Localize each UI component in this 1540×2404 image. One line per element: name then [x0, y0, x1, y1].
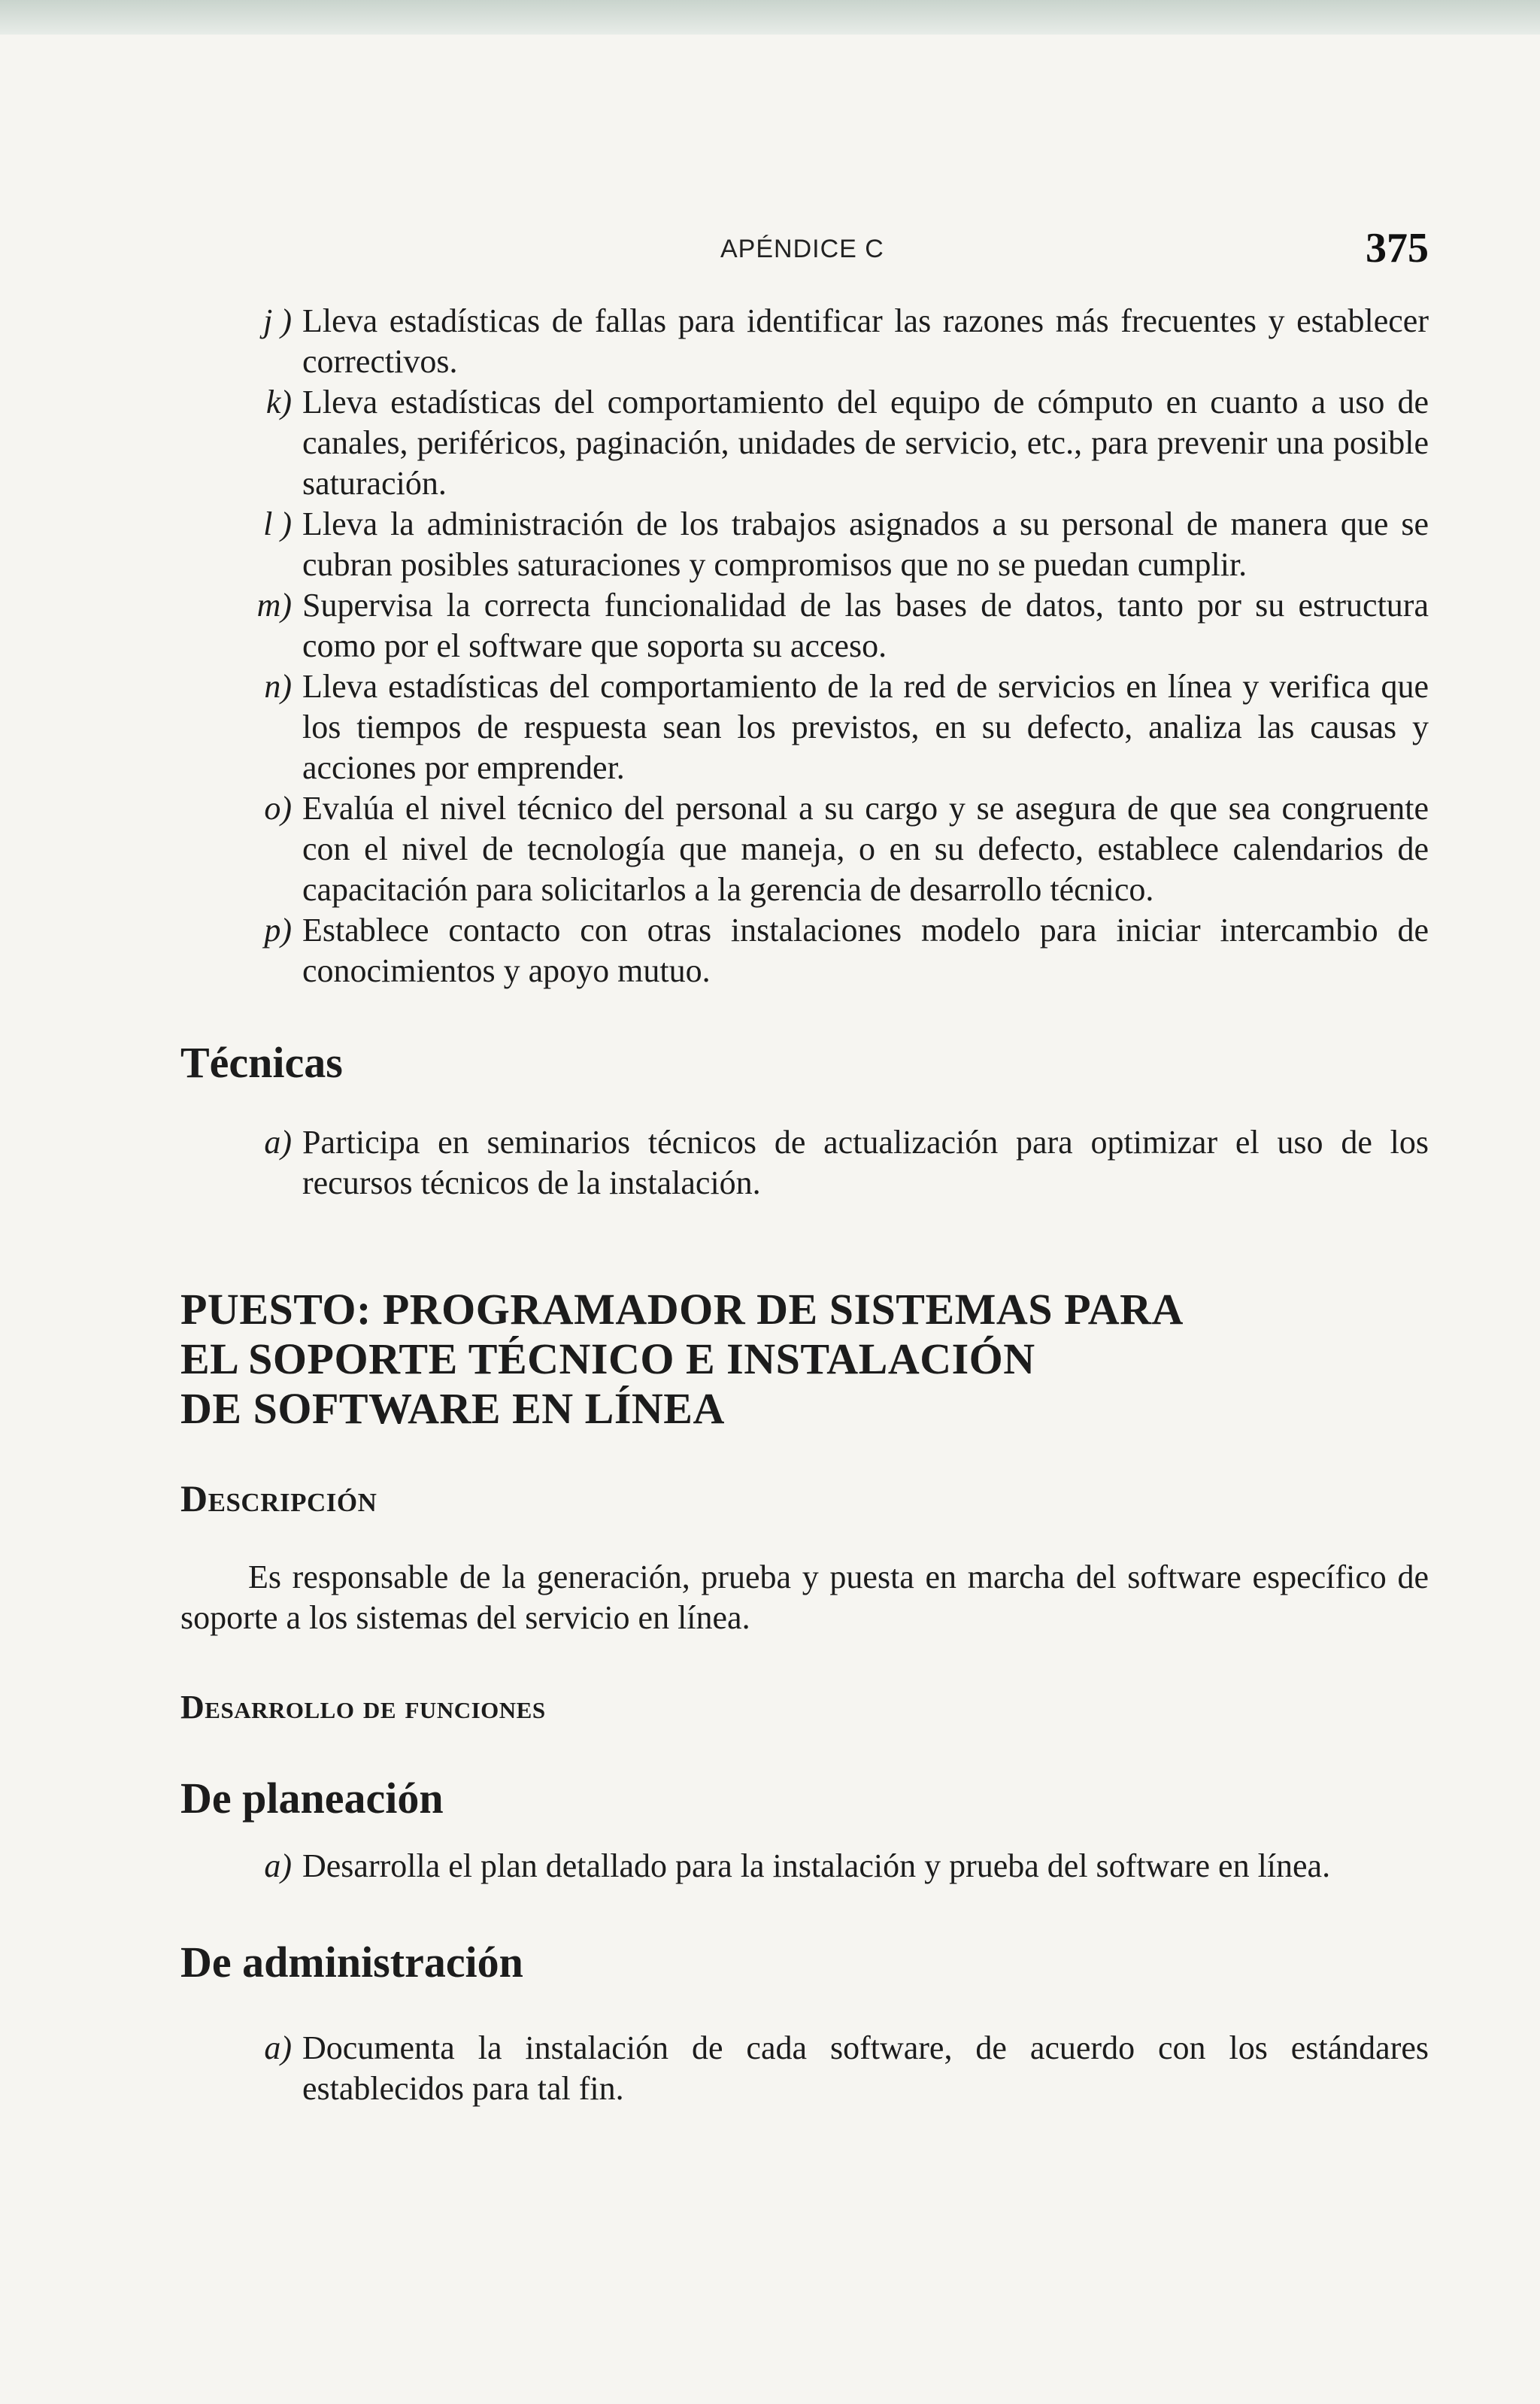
- list-letter: p): [264, 912, 292, 949]
- list-letter: m): [256, 587, 292, 624]
- list-text: Documenta la instalación de cada software, de acuerdo con los estándares establecidos para tal fin.: [302, 2029, 1429, 2107]
- descripcion-paragraph: Es responsable de la generación, prueba y puesta en marcha del software específico de soporte a los sistemas del servicio en línea.: [180, 1559, 1429, 1636]
- list-item: [180, 2028, 1429, 2109]
- desarrollo-heading: Desarrollo de funciones: [180, 1689, 546, 1726]
- list-text: Establece contacto con otras instalaciones modelo para iniciar intercambio de conocimientos y apoyo mutuo.: [302, 912, 1429, 989]
- list-item: [180, 1122, 1429, 1204]
- page-body: [180, 301, 1429, 2109]
- list-letter: a): [264, 2029, 292, 2066]
- page-number: 375: [1366, 225, 1429, 272]
- section-heading-administracion: De administración: [180, 1938, 523, 1987]
- list-letter: j ): [263, 302, 292, 339]
- list-text: Lleva la administración de los trabajos asignados a su personal de manera que se cubran posibles saturaciones y compromisos que no se puedan cumplir.: [302, 505, 1429, 583]
- running-head-title: APÉNDICE C: [720, 235, 884, 263]
- list-letter: l ): [263, 505, 292, 542]
- list-letter: n): [264, 668, 292, 705]
- list-item: [180, 1846, 1429, 1886]
- list-text: Evalúa el nivel técnico del personal a su cargo y se asegura de que sea congruente con el nivel de tecnología que maneja, o en su defecto, establece calendarios de capacitación para solicitarlos a la gerencia de desarrollo técnico.: [302, 790, 1429, 908]
- running-head: [180, 224, 1429, 277]
- job-title-line: PUESTO: PROGRAMADOR DE SISTEMAS PARA: [180, 1285, 1184, 1334]
- list-letter: o): [264, 790, 292, 827]
- list-item: [180, 585, 1429, 666]
- continued-list: [180, 301, 1429, 991]
- list-letter: a): [264, 1847, 292, 1884]
- list-text: Lleva estadísticas del comportamiento de la red de servicios en línea y verifica que los tiempos de respuesta sean los previstos, en su defecto, analiza las causas y acciones por emprender.: [302, 668, 1429, 786]
- job-title-line: EL SOPORTE TÉCNICO E INSTALACIÓN: [180, 1334, 1035, 1383]
- list-item: [180, 788, 1429, 910]
- list-text: Supervisa la correcta funcionalidad de las bases de datos, tanto por su estructura como por el software que soporta su acceso.: [302, 587, 1429, 664]
- list-item: [180, 910, 1429, 991]
- list-text: Lleva estadísticas de fallas para identificar las razones más frecuentes y establecer correctivos.: [302, 302, 1429, 380]
- job-title-block: [180, 1285, 1429, 1434]
- list-text: Lleva estadísticas del comportamiento del equipo de cómputo en cuanto a uso de canales, periféricos, paginación, unidades de servicio, etc., para prevenir una posible saturación.: [302, 384, 1429, 502]
- descripcion-heading: Descripción: [180, 1477, 377, 1519]
- job-title-line: DE SOFTWARE EN LÍNEA: [180, 1384, 725, 1433]
- list-text: Participa en seminarios técnicos de actualización para optimizar el uso de los recursos técnicos de la instalación.: [302, 1124, 1429, 1201]
- list-item: [180, 666, 1429, 788]
- list-letter: k): [265, 384, 292, 420]
- list-item: [180, 301, 1429, 382]
- section-heading-tecnicas: Técnicas: [180, 1038, 343, 1087]
- list-item: [180, 382, 1429, 504]
- list-text: Desarrolla el plan detallado para la instalación y prueba del software en línea.: [302, 1847, 1331, 1884]
- list-letter: a): [264, 1124, 292, 1161]
- list-item: [180, 504, 1429, 585]
- section-heading-planeacion: De planeación: [180, 1774, 444, 1823]
